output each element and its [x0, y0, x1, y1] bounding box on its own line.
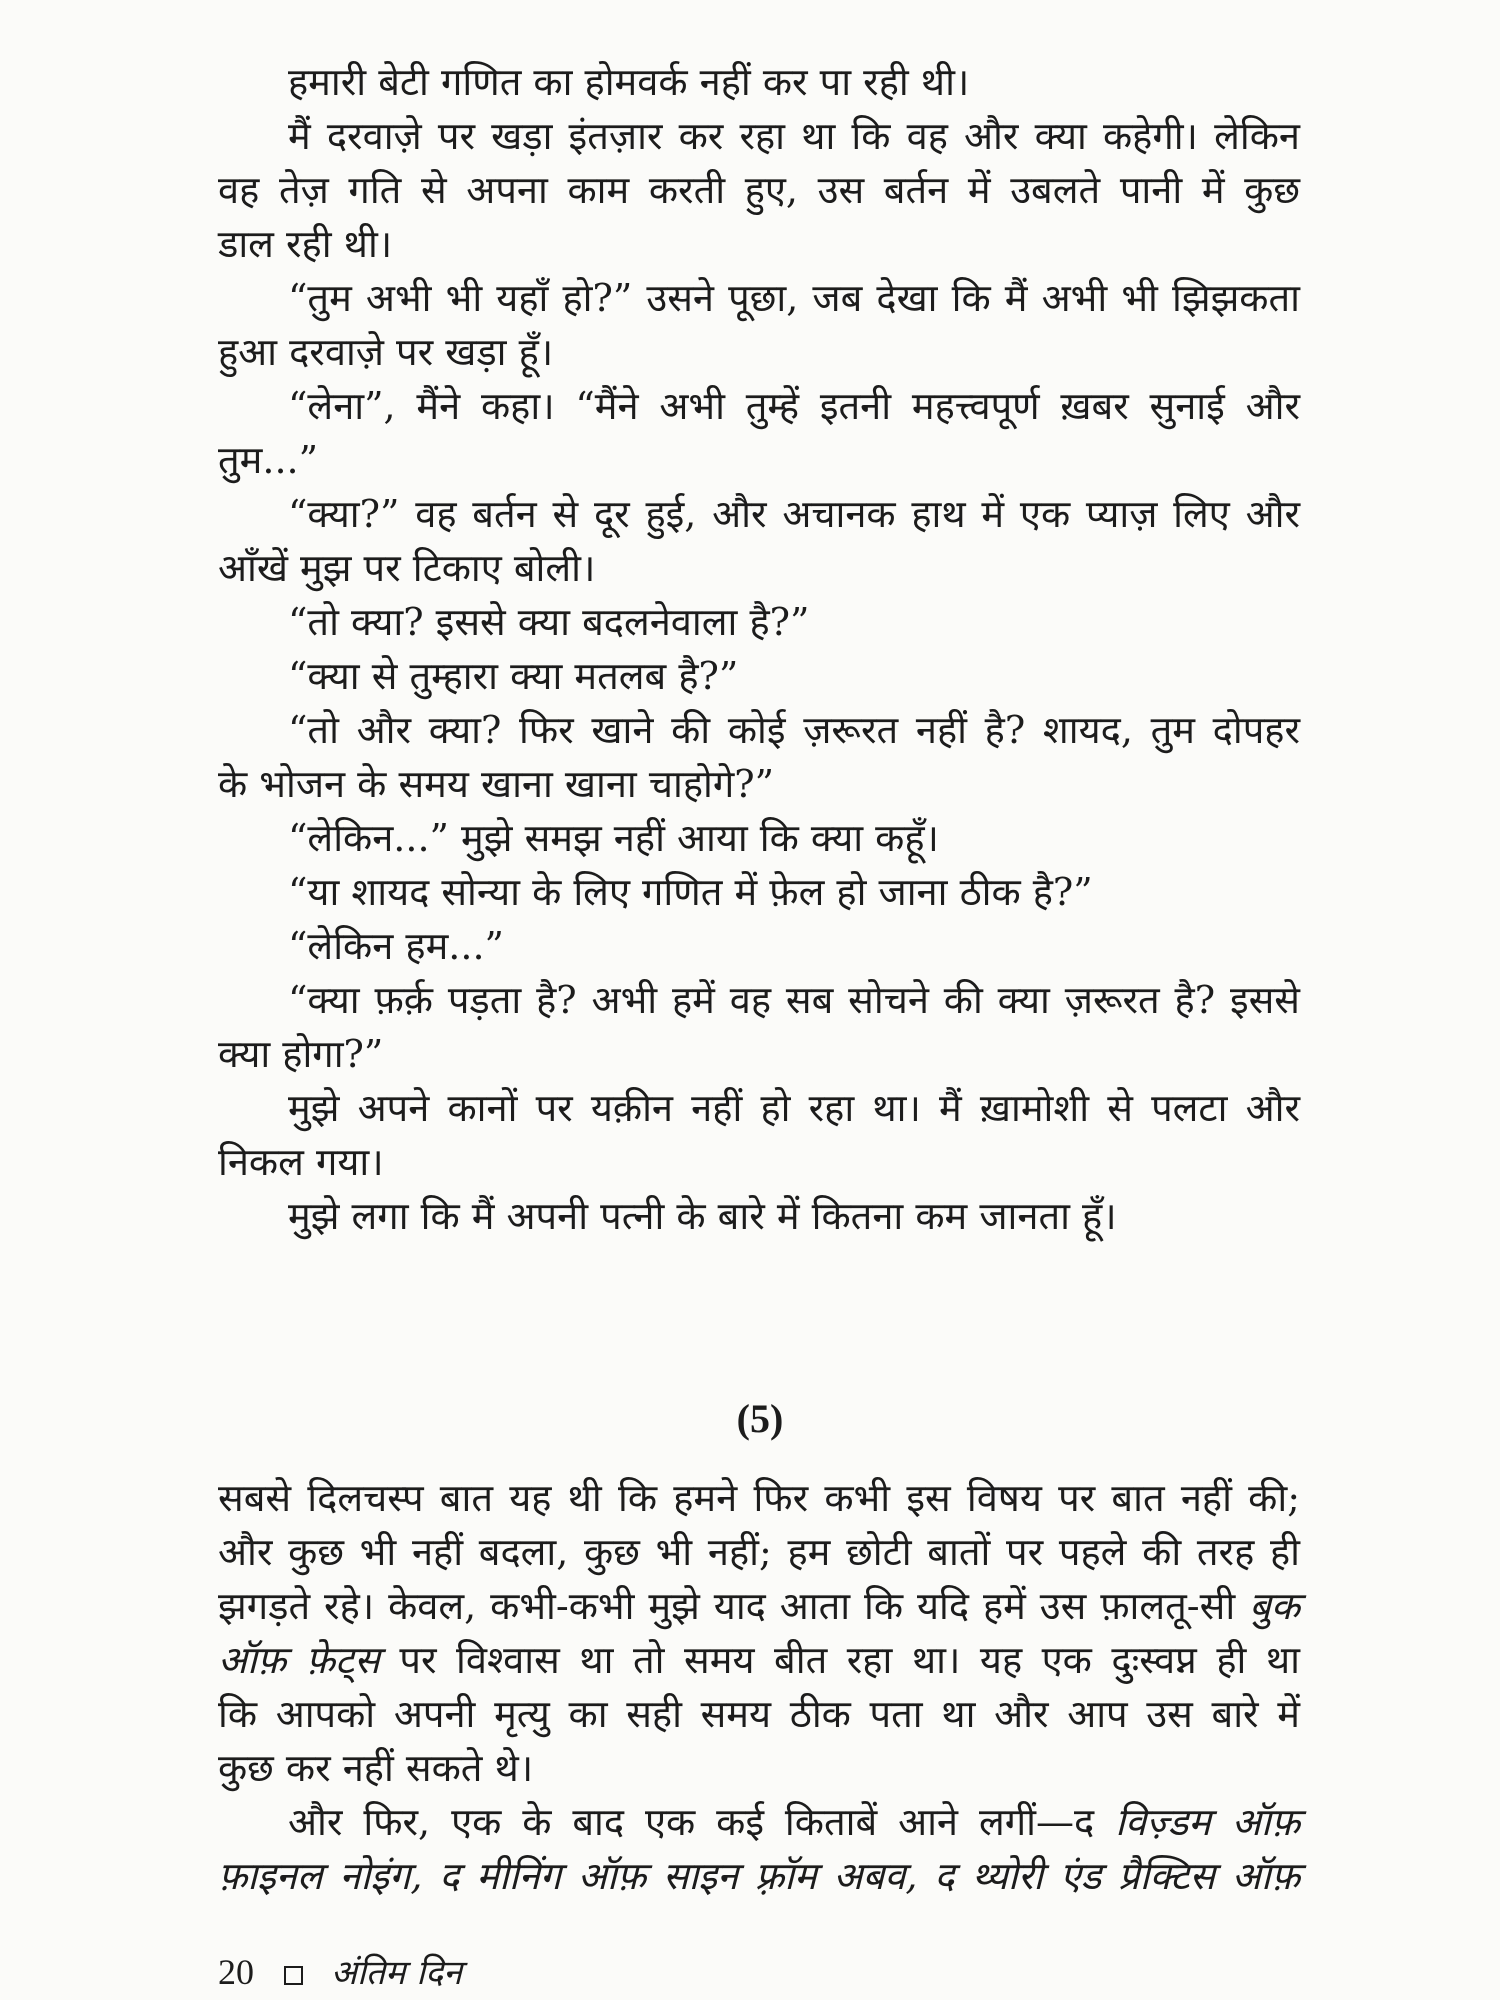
paragraph-line: “तुम अभी भी यहाँ हो?” उसने पूछा, जब देखा कि मैं अभी भी झिझकता [288, 276, 1300, 320]
paragraph-line: आँखें मुझ पर टिकाए बोली। [218, 546, 596, 590]
paragraph-line: “लेना”, मैंने कहा। “मैंने अभी तुम्हें इतनी महत्त्वपूर्ण ख़बर सुनाई और [288, 384, 1300, 428]
section-number: (5) [736, 1396, 784, 1441]
book-title-italic: बुक [1249, 1584, 1300, 1628]
running-title: अंतिम दिन [331, 1953, 463, 1993]
paragraph-line [218, 1582, 1300, 1630]
paragraph-line: क्या होगा?” [218, 1032, 384, 1076]
paragraph-line: सबसे दिलचस्प बात यह थी कि हमने फिर कभी इस विषय पर बात नहीं की; [218, 1476, 1300, 1520]
paragraph-line: वह तेज़ गति से अपना काम करती हुए, उस बर्तन में उबलते पानी में कुछ [218, 168, 1300, 212]
paragraph-line: “क्या फ़र्क़ पड़ता है? अभी हमें वह सब सोचने की क्या ज़रूरत है? इससे [288, 978, 1300, 1022]
paragraph-line: “लेकिन...” मुझे समझ नहीं आया कि क्या कहूँ। [288, 816, 939, 860]
paragraph-line: कि आपको अपनी मृत्यु का सही समय ठीक पता था और आप उस बारे में [218, 1692, 1300, 1736]
paragraph-line: हमारी बेटी गणित का होमवर्क नहीं कर पा रही थी। [288, 60, 970, 104]
book-title-italic: ऑफ़ फ़ेट्स [218, 1638, 380, 1682]
paragraph-line: “क्या?” वह बर्तन से दूर हुई, और अचानक हाथ में एक प्याज़ लिए और [288, 492, 1300, 536]
text-span: पर विश्वास था तो समय बीत रहा था। यह एक दुःस्वप्न ही था [399, 1638, 1300, 1682]
paragraph-line: और कुछ भी नहीं बदला, कुछ भी नहीं; हम छोटी बातों पर पहले की तरह ही [218, 1530, 1300, 1574]
book-title-italic: विज़्डम ऑफ़ [1115, 1800, 1300, 1844]
paragraph-line: कुछ कर नहीं सकते थे। [218, 1746, 534, 1790]
paragraph-line: “क्या से तुम्हारा क्या मतलब है?” [288, 654, 739, 698]
paragraph-line: “तो और क्या? फिर खाने की कोई ज़रूरत नहीं है? शायद, तुम दोपहर [288, 708, 1300, 752]
paragraph-line [218, 1636, 1300, 1684]
book-title-italic: फ़ाइनल नोइंग, द मीनिंग ऑफ़ साइन फ़्रॉम अबव, द थ्योरी एंड प्रैक्टिस ऑफ़ [218, 1854, 1300, 1898]
paragraph-line: तुम...” [218, 438, 319, 482]
text-span: झगड़ते रहे। केवल, कभी-कभी मुझे याद आता कि यदि हमें उस फ़ालतू-सी [218, 1584, 1236, 1628]
paragraph-line: मुझे अपने कानों पर यक़ीन नहीं हो रहा था। मैं ख़ामोशी से पलटा और [288, 1086, 1300, 1130]
paragraph-line: “लेकिन हम...” [288, 924, 504, 968]
paragraph-line: “या शायद सोन्या के लिए गणित में फ़ेल हो जाना ठीक है?” [288, 870, 1093, 914]
paragraph-line [218, 1852, 1300, 1900]
paragraph-line: हुआ दरवाज़े पर खड़ा हूँ। [218, 330, 554, 374]
square-icon [284, 1966, 303, 1985]
paragraph-line: निकल गया। [218, 1140, 384, 1184]
paragraph-line: डाल रही थी। [218, 222, 393, 266]
page-number: 20 [218, 1952, 254, 1992]
paragraph-line: के भोजन के समय खाना खाना चाहोगे?” [218, 762, 775, 806]
paragraph-line: मुझे लगा कि मैं अपनी पत्नी के बारे में कितना कम जानता हूँ। [288, 1194, 1117, 1238]
paragraph-line: मैं दरवाज़े पर खड़ा इंतज़ार कर रहा था कि वह और क्या कहेगी। लेकिन [288, 114, 1300, 158]
text-span: और फिर, एक के बाद एक कई किताबें आने लगीं—द [288, 1800, 1095, 1844]
paragraph-line [288, 1798, 1300, 1846]
page-footer [218, 1950, 462, 1995]
paragraph-line: “तो क्या? इससे क्या बदलनेवाला है?” [288, 600, 810, 644]
